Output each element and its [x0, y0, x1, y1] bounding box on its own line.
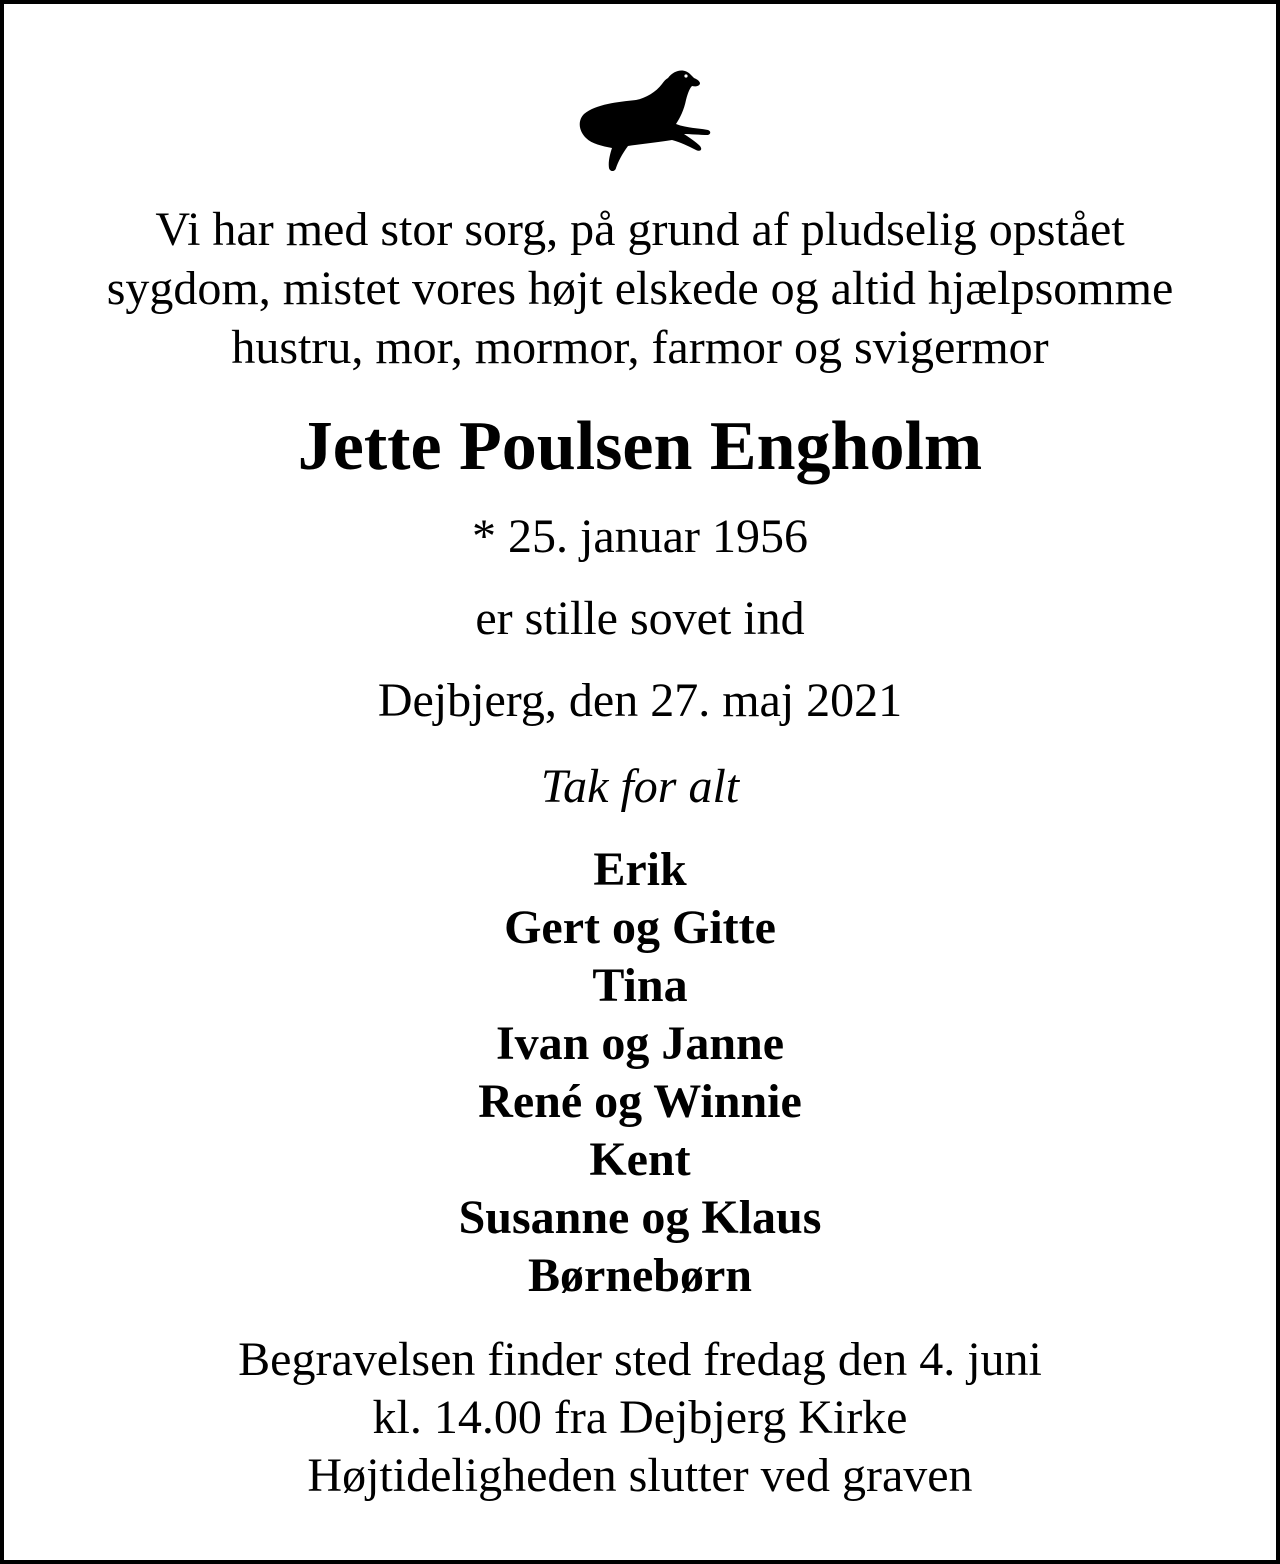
seal-icon [576, 62, 714, 174]
birth-date: * 25. januar 1956 [472, 510, 808, 563]
family-member: Susanne og Klaus [458, 1191, 822, 1244]
family-list [4, 841, 1276, 1305]
family-member: Børnebørn [527, 1249, 752, 1302]
funeral-line: Højtideligheden slutter ved graven [307, 1449, 973, 1502]
family-member: Gert og Gitte [504, 901, 776, 954]
funeral-line: kl. 14.00 fra Dejbjerg Kirke [372, 1391, 908, 1444]
funeral-info [4, 1331, 1276, 1505]
funeral-line: Begravelsen finder sted fredag den 4. juni [238, 1333, 1042, 1386]
family-member: Tina [592, 959, 688, 1012]
intro-line: sygdom, mistet vores højt elskede og altid hjælpsomme [106, 262, 1174, 315]
intro-line: Vi har med stor sorg, på grund af pludselig opstået [155, 203, 1125, 256]
death-phrase: er stille sovet ind [475, 592, 805, 645]
place-and-date: Dejbjerg, den 27. maj 2021 [377, 674, 903, 727]
intro-text [4, 200, 1276, 377]
family-member: Erik [593, 843, 687, 896]
family-member: Kent [589, 1133, 691, 1186]
intro-line: hustru, mor, mormor, farmor og svigermor [231, 321, 1049, 374]
deceased-name: Jette Poulsen Engholm [297, 408, 983, 485]
farewell-text: Tak for alt [540, 760, 740, 813]
family-member: Ivan og Janne [495, 1017, 785, 1070]
family-member: René og Winnie [478, 1075, 802, 1128]
